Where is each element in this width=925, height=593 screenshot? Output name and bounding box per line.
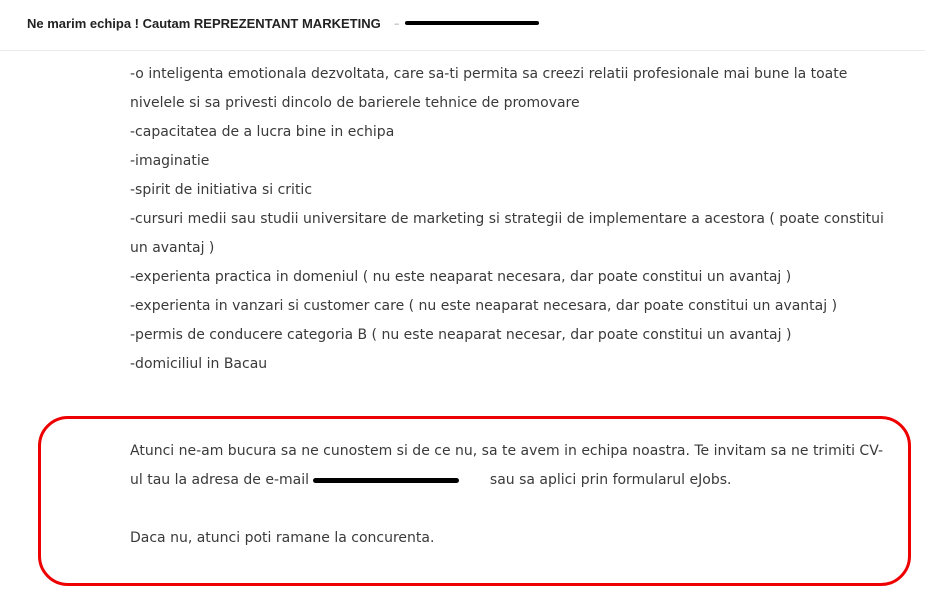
competition-paragraph: Daca nu, atunci poti ramane la concurenta. bbox=[130, 530, 435, 546]
list-item: -o inteligenta emotionala dezvoltata, care sa-ti permita sa creezi relatii profesionale mai bune la toate nivelele si sa privesti dincolo de barierele tehnice de promovare bbox=[130, 66, 848, 111]
redacted-company-name bbox=[405, 21, 539, 25]
header-bar bbox=[0, 0, 925, 51]
job-title: Ne marim echipa ! Cautam REPREZENTANT MARKETING bbox=[27, 16, 381, 31]
apply-paragraph bbox=[130, 437, 892, 495]
list-item: -experienta practica in domeniul ( nu este neaparat necesara, dar poate constitui un avantaj ) bbox=[130, 269, 792, 285]
title-separator: – bbox=[394, 17, 400, 30]
requirements-list bbox=[130, 60, 900, 379]
list-item: -capacitatea de a lucra bine in echipa bbox=[130, 124, 395, 140]
list-item: -cursuri medii sau studii universitare de marketing si strategii de implementare a acestora ( poate constitui un avantaj ) bbox=[130, 211, 884, 256]
list-item: -domiciliul in Bacau bbox=[130, 356, 268, 372]
redacted-email bbox=[313, 473, 485, 487]
list-item: -experienta in vanzari si customer care ( nu este neaparat necesara, dar poate constitui un avantaj ) bbox=[130, 298, 838, 314]
apply-text-end: sau sa aplici prin formularul eJobs. bbox=[489, 472, 732, 488]
list-item: -spirit de initiativa si critic bbox=[130, 182, 313, 198]
closing-section bbox=[130, 437, 892, 553]
apply-text-start: Atunci ne-am bucura sa ne cunostem si de ce nu, sa te avem in echipa noastra. Te invitam sa ne trimiti CV-ul tau la adresa de e-mail bbox=[130, 443, 884, 488]
list-item: -permis de conducere categoria B ( nu este neaparat necesar, dar poate constitui un avantaj ) bbox=[130, 327, 792, 343]
list-item: -imaginatie bbox=[130, 153, 210, 169]
